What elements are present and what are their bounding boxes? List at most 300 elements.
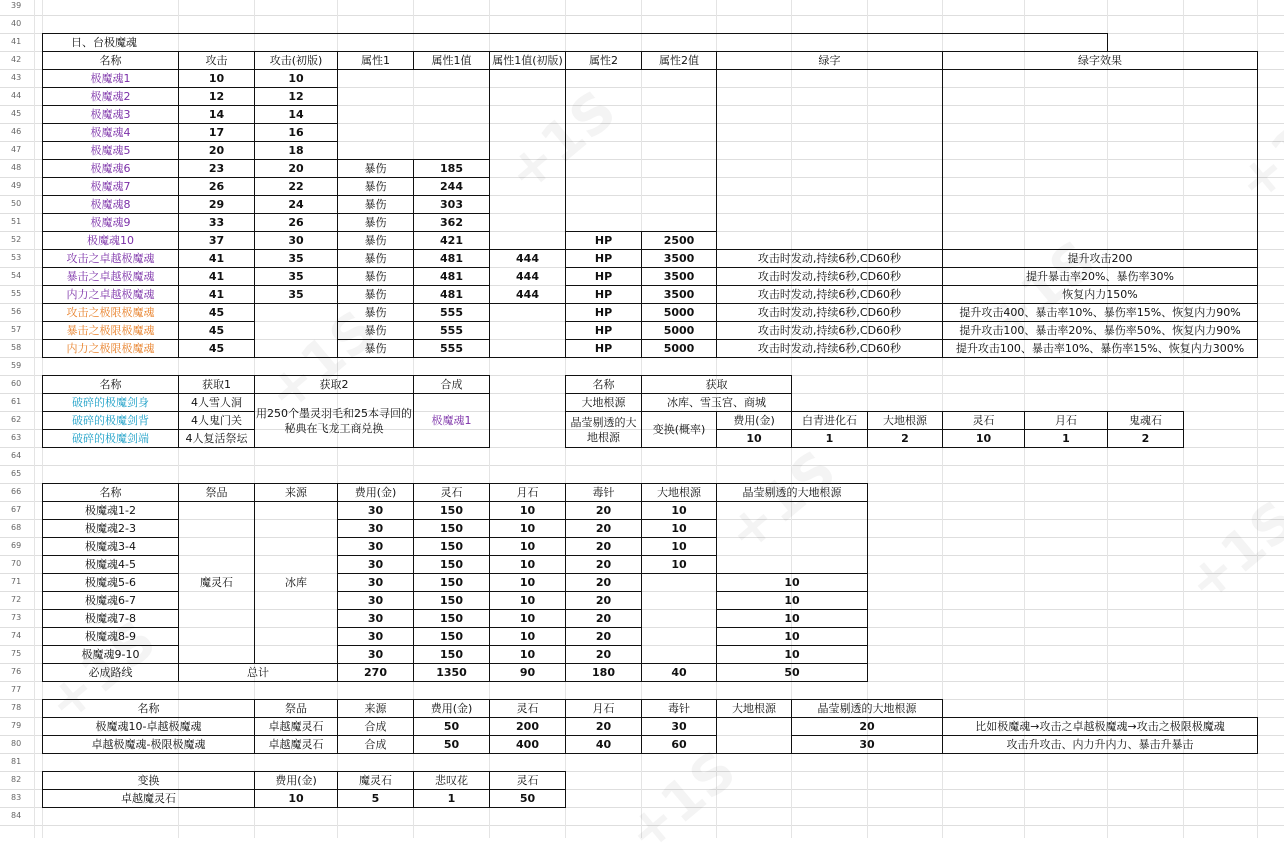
- table1-atk0: 22: [254, 177, 338, 196]
- table1-atk: 26: [178, 177, 255, 196]
- table4-duzhen: 20: [565, 555, 642, 574]
- table1-name: 暴击之极限极魔魂: [42, 321, 179, 340]
- table1-attr1: 暴伤: [337, 249, 414, 268]
- table1-attr1: 暴伤: [337, 267, 414, 286]
- row-number: 71: [11, 577, 22, 586]
- table1-empty-block: [942, 69, 1258, 250]
- table4-source: 冰库: [254, 501, 338, 664]
- table5-source: 合成: [337, 735, 414, 754]
- row-number: 72: [11, 595, 22, 604]
- table1-green: 攻击时发动,持续6秒,CD60秒: [716, 285, 943, 304]
- row-number: 82: [11, 775, 22, 784]
- table2-get1: 4人复活祭坛: [178, 429, 255, 448]
- row-number: 41: [11, 37, 22, 46]
- table1-name: 内力之极限极魔魂: [42, 339, 179, 358]
- table5-jingying: 20: [791, 717, 943, 736]
- table4-lingshi: 150: [413, 609, 490, 628]
- table1-attr1: 暴伤: [337, 177, 414, 196]
- table2-name: 破碎的极魔剑身: [42, 393, 179, 412]
- table1-empty-block: [716, 69, 943, 250]
- table3-cost-header: 费用(金): [716, 411, 792, 430]
- table4-yueshi: 10: [489, 519, 566, 538]
- row-number: 79: [11, 721, 22, 730]
- table4-header: 费用(金): [337, 483, 414, 502]
- table4-lingshi: 150: [413, 501, 490, 520]
- table3-cost-value: 1: [791, 429, 868, 448]
- table5-header: 毒针: [641, 699, 717, 718]
- row-number: 59: [11, 361, 22, 370]
- table5-header: 月石: [565, 699, 642, 718]
- row-number: 55: [11, 289, 22, 298]
- table1-atk0: 20: [254, 159, 338, 178]
- table1-header: 属性1值: [413, 51, 490, 70]
- table1-val1: 303: [413, 195, 490, 214]
- table1-header: 属性2: [565, 51, 642, 70]
- table1-val1: 421: [413, 231, 490, 250]
- table1-name: 极魔魂2: [42, 87, 179, 106]
- row-number: 61: [11, 397, 22, 406]
- row-number: 66: [11, 487, 22, 496]
- table1-name: 极魔魂9: [42, 213, 179, 232]
- table4-gold: 30: [337, 627, 414, 646]
- table4-jingying: 10: [716, 609, 868, 628]
- table6-cell: 卓越魔灵石: [42, 789, 255, 808]
- table5-header: 费用(金): [413, 699, 490, 718]
- table4-lingshi: 150: [413, 627, 490, 646]
- table1-atk: 23: [178, 159, 255, 178]
- row-number: 50: [11, 199, 22, 208]
- table4-total-lingshi: 1350: [413, 663, 490, 682]
- row-number: 76: [11, 667, 22, 676]
- table3-cost-header: 灵石: [942, 411, 1025, 430]
- table1-attr2: HP: [565, 267, 642, 286]
- table1-name: 极魔魂8: [42, 195, 179, 214]
- table1-green: 攻击时发动,持续6秒,CD60秒: [716, 321, 943, 340]
- row-number: 51: [11, 217, 22, 226]
- table4-header: 月石: [489, 483, 566, 502]
- table1-attr2: HP: [565, 231, 642, 250]
- table1-atk0: 35: [254, 285, 338, 304]
- table5-lingshi: 400: [489, 735, 566, 754]
- row-number: 63: [11, 433, 22, 442]
- table5-source: 合成: [337, 717, 414, 736]
- row-number: 52: [11, 235, 22, 244]
- table4-name: 极魔魂5-6: [42, 573, 179, 592]
- table5-header: 祭品: [254, 699, 338, 718]
- table4-gold: 30: [337, 555, 414, 574]
- table1-name: 极魔魂7: [42, 177, 179, 196]
- table4-yueshi: 10: [489, 573, 566, 592]
- table1-green: 攻击时发动,持续6秒,CD60秒: [716, 267, 943, 286]
- table1-empty-block: [337, 69, 490, 160]
- table1-atk: 20: [178, 141, 255, 160]
- row-number: 78: [11, 703, 22, 712]
- table1-green-effect: 提升攻击400、暴击率10%、暴伤率15%、恢复内力90%: [942, 303, 1258, 322]
- table1-val1-orig: 444: [516, 251, 539, 265]
- table4-gold: 30: [337, 573, 414, 592]
- table1-atk: 14: [178, 105, 255, 124]
- table2-header: 获取2: [254, 375, 414, 394]
- table1-val1: 481: [413, 285, 490, 304]
- table4-total-dadi: 40: [641, 663, 717, 682]
- table4-yueshi: 10: [489, 627, 566, 646]
- table1-val2: 3500: [641, 267, 717, 286]
- table1-header: 属性1: [337, 51, 414, 70]
- row-number: 58: [11, 343, 22, 352]
- table6-header: 悲叹花: [413, 771, 490, 790]
- table5-header: 灵石: [489, 699, 566, 718]
- table4-offering: 魔灵石: [178, 501, 255, 664]
- table4-dadi: 10: [641, 555, 717, 574]
- row-number: 64: [11, 451, 22, 460]
- table1-atk: 45: [178, 321, 255, 340]
- table1-attr1: 暴伤: [337, 303, 414, 322]
- table5-gold: 50: [413, 717, 490, 736]
- table1-header: 绿字效果: [942, 51, 1258, 70]
- table1-val2: 5000: [641, 339, 717, 358]
- table6-cell: 5: [337, 789, 414, 808]
- table5-duzhen: 30: [641, 717, 717, 736]
- row-number: 73: [11, 613, 22, 622]
- table3-cost-value: 1: [1024, 429, 1108, 448]
- table3-cost-value: 2: [1107, 429, 1184, 448]
- table4-lingshi: 150: [413, 519, 490, 538]
- table1-atk: 37: [178, 231, 255, 250]
- table5-gold: 50: [413, 735, 490, 754]
- table1-atk: 45: [178, 303, 255, 322]
- table3-header: 名称: [565, 375, 642, 394]
- table4-total-jingying: 50: [716, 663, 868, 682]
- table1-name: 攻击之卓越极魔魂: [42, 249, 179, 268]
- table1-header: 攻击(初版): [254, 51, 338, 70]
- table4-dadi: 10: [641, 519, 717, 538]
- table1-val1: 481: [413, 249, 490, 268]
- row-number: 42: [11, 55, 22, 64]
- table1-green-effect: 提升攻击100、暴击率10%、暴伤率15%、恢复内力300%: [942, 339, 1258, 358]
- table1-empty-block: [489, 69, 566, 250]
- row-number: 65: [11, 469, 22, 478]
- table4-lingshi: 150: [413, 555, 490, 574]
- table4-gold: 30: [337, 645, 414, 664]
- table2-get2: 用250个墨灵羽毛和25本寻回的秘典在飞龙工商兑换: [254, 393, 414, 448]
- table3-get: 冰库、雪玉宫、商城: [641, 393, 792, 412]
- table4-total-yueshi: 90: [489, 663, 566, 682]
- row-number: 48: [11, 163, 22, 172]
- table4-total-duzhen: 180: [565, 663, 642, 682]
- table1-val1: 555: [413, 321, 490, 340]
- table4-name: 极魔魂7-8: [42, 609, 179, 628]
- table4-gold: 30: [337, 519, 414, 538]
- table4-yueshi: 10: [489, 555, 566, 574]
- table1-header: 攻击: [178, 51, 255, 70]
- row-number: 80: [11, 739, 22, 748]
- table4-jingying: 10: [716, 573, 868, 592]
- table4-lingshi: 150: [413, 591, 490, 610]
- table1-atk0: 30: [254, 231, 338, 250]
- table4-name: 极魔魂4-5: [42, 555, 179, 574]
- table4-yueshi: 10: [489, 609, 566, 628]
- table1-val2: 5000: [641, 303, 717, 322]
- table4-name: 极魔魂8-9: [42, 627, 179, 646]
- table5-header: 名称: [42, 699, 255, 718]
- table6-cell: 10: [254, 789, 338, 808]
- table4-jingying: 10: [716, 627, 868, 646]
- table3-label: 变换(概率): [641, 411, 717, 448]
- table2-combine: 极魔魂1: [413, 393, 490, 448]
- table5-header: 晶莹剔透的大地根源: [791, 699, 943, 718]
- table6-cell: 1: [413, 789, 490, 808]
- table1-val1-orig: 444: [516, 269, 539, 283]
- table2-header: 获取1: [178, 375, 255, 394]
- table1-attr2: HP: [565, 303, 642, 322]
- table3-cost-header: 鬼魂石: [1107, 411, 1184, 430]
- table4-total-label: 总计: [178, 663, 338, 682]
- table1-attr1: 暴伤: [337, 339, 414, 358]
- table5-duzhen: 60: [641, 735, 717, 754]
- row-number: 46: [11, 127, 22, 136]
- table1-val2: 3500: [641, 249, 717, 268]
- table1-attr1: 暴伤: [337, 231, 414, 250]
- table4-total-gold: 270: [337, 663, 414, 682]
- table4-header: 来源: [254, 483, 338, 502]
- table5-note: 攻击升攻击、内力升内力、暴击升暴击: [942, 735, 1258, 754]
- table4-gold: 30: [337, 609, 414, 628]
- row-number: 44: [11, 91, 22, 100]
- table4-header: 名称: [42, 483, 179, 502]
- table5-header: 大地根源: [716, 699, 792, 718]
- table3-header: 获取: [641, 375, 792, 394]
- table1-atk: 41: [178, 267, 255, 286]
- row-number: 84: [11, 811, 22, 820]
- table1-empty-block: [565, 69, 717, 232]
- table3-cost-value: 10: [942, 429, 1025, 448]
- table1-name: 极魔魂3: [42, 105, 179, 124]
- table1-attr1: 暴伤: [337, 285, 414, 304]
- table4-empty-block: [641, 573, 717, 664]
- table4-duzhen: 20: [565, 627, 642, 646]
- table4-gold: 30: [337, 537, 414, 556]
- table3-cost-header: 白青进化石: [791, 411, 868, 430]
- table1-atk0: 24: [254, 195, 338, 214]
- table1-attr2: HP: [565, 285, 642, 304]
- table3-cost-header: 大地根源: [867, 411, 943, 430]
- table4-duzhen: 20: [565, 645, 642, 664]
- table6-header: 灵石: [489, 771, 566, 790]
- table2-get1: 4人雪人洞: [178, 393, 255, 412]
- row-number: 75: [11, 649, 22, 658]
- table1-name: 极魔魂6: [42, 159, 179, 178]
- table1-attr1: 暴伤: [337, 321, 414, 340]
- table1-val2: 5000: [641, 321, 717, 340]
- table4-header: 毒针: [565, 483, 642, 502]
- table1-attr1: 暴伤: [337, 195, 414, 214]
- table1-attr2: HP: [565, 249, 642, 268]
- table1-name: 极魔魂5: [42, 141, 179, 160]
- table6-header: 变换: [42, 771, 255, 790]
- table1-atk: 41: [178, 285, 255, 304]
- row-number: 43: [11, 73, 22, 82]
- table4-duzhen: 20: [565, 609, 642, 628]
- table1-val1: 555: [413, 339, 490, 358]
- table1-name: 极魔魂10: [42, 231, 179, 250]
- table5-name: 卓越极魔魂-极限极魔魂: [42, 735, 255, 754]
- table4-name: 极魔魂9-10: [42, 645, 179, 664]
- table2-name: 破碎的极魔剑背: [42, 411, 179, 430]
- table5-lingshi: 200: [489, 717, 566, 736]
- table1-green-effect: 提升攻击100、暴击率20%、暴伤率50%、恢复内力90%: [942, 321, 1258, 340]
- table4-duzhen: 20: [565, 537, 642, 556]
- table5-jingying: 30: [791, 735, 943, 754]
- row-number: 68: [11, 523, 22, 532]
- table1-atk0: 14: [254, 105, 338, 124]
- row-number: 69: [11, 541, 22, 550]
- table3-name: 大地根源: [565, 393, 642, 412]
- table1-val1: 244: [413, 177, 490, 196]
- table4-yueshi: 10: [489, 645, 566, 664]
- table5-empty-block: [716, 717, 792, 754]
- table4-name: 极魔魂6-7: [42, 591, 179, 610]
- table2-header: 合成: [413, 375, 490, 394]
- table1-header: 绿字: [716, 51, 943, 70]
- table1-atk: 41: [178, 249, 255, 268]
- table4-yueshi: 10: [489, 537, 566, 556]
- table4-jingying: 10: [716, 591, 868, 610]
- table4-name: 极魔魂2-3: [42, 519, 179, 538]
- table1-atk0: 35: [254, 267, 338, 286]
- table1-atk0: 35: [254, 249, 338, 268]
- table1-green-effect: 提升攻击200: [942, 249, 1258, 268]
- table1-name: 内力之卓越极魔魂: [42, 285, 179, 304]
- table1-green: 攻击时发动,持续6秒,CD60秒: [716, 339, 943, 358]
- table1-val2: 2500: [641, 231, 717, 250]
- table1-attr2: HP: [565, 339, 642, 358]
- table2-get1: 4人鬼门关: [178, 411, 255, 430]
- row-number: 45: [11, 109, 22, 118]
- table1-val1: 481: [413, 267, 490, 286]
- row-number: 81: [11, 757, 22, 766]
- table4-jingying: 10: [716, 645, 868, 664]
- table4-header: 大地根源: [641, 483, 717, 502]
- table1-header: 属性2值: [641, 51, 717, 70]
- table4-header: 晶莹剔透的大地根源: [716, 483, 868, 502]
- table1-atk0: 18: [254, 141, 338, 160]
- row-number: 74: [11, 631, 22, 640]
- table5-offering: 卓越魔灵石: [254, 735, 338, 754]
- table5-offering: 卓越魔灵石: [254, 717, 338, 736]
- table1-attr1: 暴伤: [337, 159, 414, 178]
- table5-name: 极魔魂10-卓越极魔魂: [42, 717, 255, 736]
- row-number: 67: [11, 505, 22, 514]
- row-number: 56: [11, 307, 22, 316]
- table1-atk: 29: [178, 195, 255, 214]
- table4-name: 极魔魂3-4: [42, 537, 179, 556]
- table4-dadi: 10: [641, 537, 717, 556]
- table2-header: 名称: [42, 375, 179, 394]
- row-number: 39: [11, 1, 22, 10]
- table5-note: 比如极魔魂→攻击之卓越极魔魂→攻击之极限极魔魂: [942, 717, 1258, 736]
- row-number: 57: [11, 325, 22, 334]
- table1-val1-orig: 444: [516, 287, 539, 301]
- table1-name: 极魔魂4: [42, 123, 179, 142]
- table1-title: 日、台极魔魂: [42, 33, 1108, 52]
- row-number: 83: [11, 793, 22, 802]
- table1-atk0: 12: [254, 87, 338, 106]
- table4-gold: 30: [337, 501, 414, 520]
- table1-val1: 555: [413, 303, 490, 322]
- table4-header: 灵石: [413, 483, 490, 502]
- table4-total-name: 必成路线: [42, 663, 179, 682]
- table1-header: 名称: [42, 51, 179, 70]
- table4-name: 极魔魂1-2: [42, 501, 179, 520]
- table1-empty-block: [254, 303, 338, 358]
- table6-header: 费用(金): [254, 771, 338, 790]
- table1-attr2: HP: [565, 321, 642, 340]
- row-number: 54: [11, 271, 22, 280]
- table1-atk: 33: [178, 213, 255, 232]
- table4-yueshi: 10: [489, 591, 566, 610]
- table5-yueshi: 20: [565, 717, 642, 736]
- table1-atk0: 26: [254, 213, 338, 232]
- table1-atk: 17: [178, 123, 255, 142]
- row-number: 70: [11, 559, 22, 568]
- table1-green-effect: 提升暴击率20%、暴伤率30%: [942, 267, 1258, 286]
- row-number: 40: [11, 19, 22, 28]
- table1-green-effect: 恢复内力150%: [942, 285, 1258, 304]
- table1-name: 暴击之卓越极魔魂: [42, 267, 179, 286]
- row-number: 47: [11, 145, 22, 154]
- table1-empty-block: [489, 303, 566, 358]
- table4-duzhen: 20: [565, 519, 642, 538]
- table1-name: 极魔魂1: [42, 69, 179, 88]
- table4-header: 祭品: [178, 483, 255, 502]
- row-number: 49: [11, 181, 22, 190]
- row-number: 62: [11, 415, 22, 424]
- table4-lingshi: 150: [413, 645, 490, 664]
- table3-cost-header: 月石: [1024, 411, 1108, 430]
- table1-green: 攻击时发动,持续6秒,CD60秒: [716, 249, 943, 268]
- table1-atk: 45: [178, 339, 255, 358]
- table1-val1: 185: [413, 159, 490, 178]
- table3-cost-value: 10: [716, 429, 792, 448]
- table4-lingshi: 150: [413, 573, 490, 592]
- table6-cell: 50: [489, 789, 566, 808]
- table1-green: 攻击时发动,持续6秒,CD60秒: [716, 303, 943, 322]
- table3-name: 晶莹剔透的大地根源: [565, 411, 642, 448]
- table4-lingshi: 150: [413, 537, 490, 556]
- table4-dadi: 10: [641, 501, 717, 520]
- table4-duzhen: 20: [565, 501, 642, 520]
- table3-cost-value: 2: [867, 429, 943, 448]
- table4-gold: 30: [337, 591, 414, 610]
- table5-header: 来源: [337, 699, 414, 718]
- table5-yueshi: 40: [565, 735, 642, 754]
- table1-atk: 10: [178, 69, 255, 88]
- table1-atk0: 16: [254, 123, 338, 142]
- table1-atk: 12: [178, 87, 255, 106]
- table1-atk0: 10: [254, 69, 338, 88]
- table2-name: 破碎的极魔剑端: [42, 429, 179, 448]
- table4-empty-block: [716, 501, 868, 574]
- table1-name: 攻击之极限极魔魂: [42, 303, 179, 322]
- row-number: 77: [11, 685, 22, 694]
- table1-attr1: 暴伤: [337, 213, 414, 232]
- table6-header: 魔灵石: [337, 771, 414, 790]
- table1-header: 属性1值(初版): [489, 51, 566, 70]
- table4-duzhen: 20: [565, 591, 642, 610]
- table1-val2: 3500: [641, 285, 717, 304]
- table4-duzhen: 20: [565, 573, 642, 592]
- row-number: 60: [11, 379, 22, 388]
